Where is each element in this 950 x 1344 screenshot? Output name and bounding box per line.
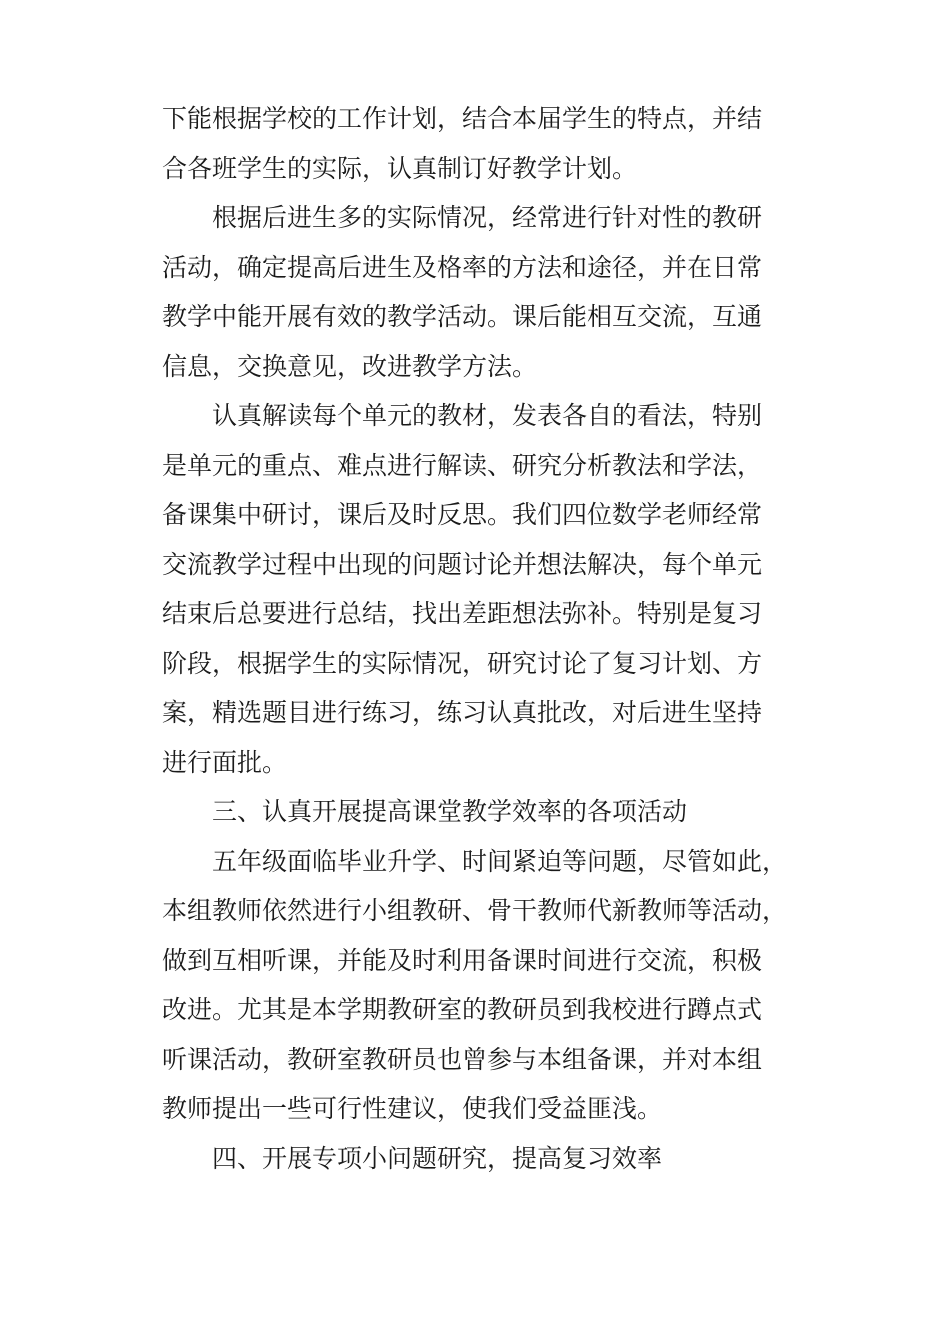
text-line: 听课活动，教研室教研员也曾参与本组备课，并对本组 bbox=[162, 1044, 763, 1074]
document-body bbox=[162, 94, 788, 1183]
text-line: 结束后总要进行总结，找出差距想法弥补。特别是复习 bbox=[162, 599, 763, 628]
text-line: 阶段，根据学生的实际情况，研究讨论了复习计划、方 bbox=[162, 648, 763, 678]
text-line: 合各班学生的实际，认真制订好教学计划。 bbox=[162, 153, 638, 183]
text-line: 做到互相听课，并能及时利用备课时间进行交流，积极 bbox=[162, 945, 763, 975]
text-line: 活动，确定提高后进生及格率的方法和途径，并在日常 bbox=[162, 252, 763, 282]
text-line: 下能根据学校的工作计划，结合本届学生的特点，并结 bbox=[162, 104, 763, 133]
text-line: 案，精选题目进行练习，练习认真批改，对后进生坚持 bbox=[162, 698, 763, 727]
text-line: 三、认真开展提高课堂教学效率的各项活动 bbox=[212, 797, 688, 826]
text-line: 本组教师依然进行小组教研、骨干教师代新教师等活动， bbox=[162, 896, 788, 925]
text-line: 备课集中研讨，课后及时反思。我们四位数学老师经常 bbox=[162, 500, 763, 529]
text-line: 交流教学过程中出现的问题讨论并想法解决，每个单元 bbox=[162, 549, 763, 579]
text-line: 认真解读每个单元的教材，发表各自的看法，特别 bbox=[212, 401, 763, 430]
text-line: 教师提出一些可行性建议，使我们受益匪浅。 bbox=[162, 1094, 663, 1123]
text-line: 进行面批。 bbox=[162, 747, 288, 777]
text-line: 改进。尤其是本学期教研室的教研员到我校进行蹲点式 bbox=[162, 995, 763, 1024]
text-line: 五年级面临毕业升学、时间紧迫等问题，尽管如此， bbox=[212, 846, 788, 876]
text-line: 信息，交换意见，改进教学方法。 bbox=[162, 351, 538, 381]
text-line: 教学中能开展有效的教学活动。课后能相互交流，互通 bbox=[162, 302, 763, 331]
text-line: 根据后进生多的实际情况，经常进行针对性的教研 bbox=[212, 203, 763, 232]
text-line: 四、开展专项小问题研究，提高复习效率 bbox=[212, 1143, 663, 1173]
text-line: 是单元的重点、难点进行解读、研究分析教法和学法， bbox=[162, 450, 763, 480]
